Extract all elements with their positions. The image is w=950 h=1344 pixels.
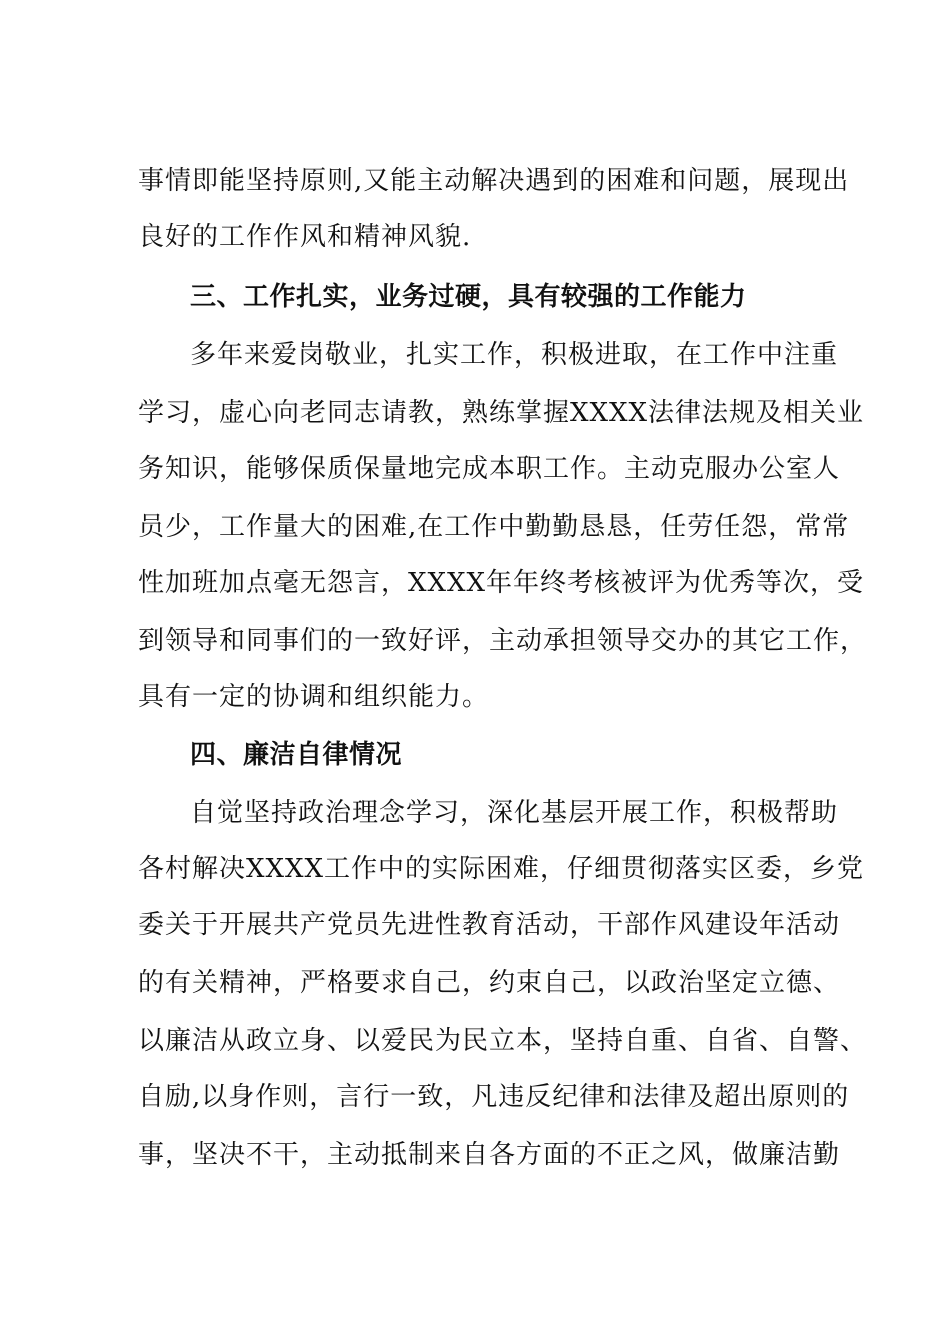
section-heading-4: 四、廉洁自律情况 bbox=[190, 740, 403, 770]
body-line: 自觉坚持政治理念学习，深化基层开展工作，积极帮助 bbox=[190, 798, 839, 828]
section-heading-3: 三、工作扎实，业务过硬，具有较强的工作能力 bbox=[190, 282, 747, 312]
body-line: 事，坚决不干，主动抵制来自各方面的不正之风，做廉洁勤 bbox=[138, 1140, 841, 1170]
body-line: 各村解决XXXX工作中的实际困难，仔细贯彻落实区委，乡党 bbox=[138, 854, 865, 884]
body-line: 学习，虚心向老同志请教，熟练掌握XXXX法律法规及相关业 bbox=[138, 398, 865, 428]
body-line: 性加班加点毫无怨言，XXXX年年终考核被评为优秀等次，受 bbox=[138, 568, 865, 598]
body-line: 事情即能坚持原则,又能主动解决遇到的困难和问题，展现出 bbox=[138, 166, 850, 196]
body-line: 务知识，能够保质保量地完成本职工作。主动克服办公室人 bbox=[138, 454, 841, 484]
body-line: 良好的工作作风和精神风貌. bbox=[138, 222, 472, 252]
body-line: 自励,以身作则，言行一致，凡违反纪律和法律及超出原则的 bbox=[138, 1082, 850, 1112]
body-line: 以廉洁从政立身、以爱民为民立本，坚持自重、自省、自警、 bbox=[138, 1026, 868, 1056]
body-line: 委关于开展共产党员先进性教育活动，干部作风建设年活动 bbox=[138, 910, 841, 940]
body-line: 的有关精神，严格要求自己，约束自己，以政治坚定立德、 bbox=[138, 968, 841, 998]
body-line: 具有一定的协调和组织能力。 bbox=[138, 682, 490, 712]
body-line: 多年来爱岗敬业，扎实工作，积极进取，在工作中注重 bbox=[190, 340, 839, 370]
body-line: 员少，工作量大的困难,在工作中勤勤恳恳，任劳任怨，常常 bbox=[138, 512, 850, 542]
body-line: 到领导和同事们的一致好评，主动承担领导交办的其它工作， bbox=[138, 626, 868, 656]
